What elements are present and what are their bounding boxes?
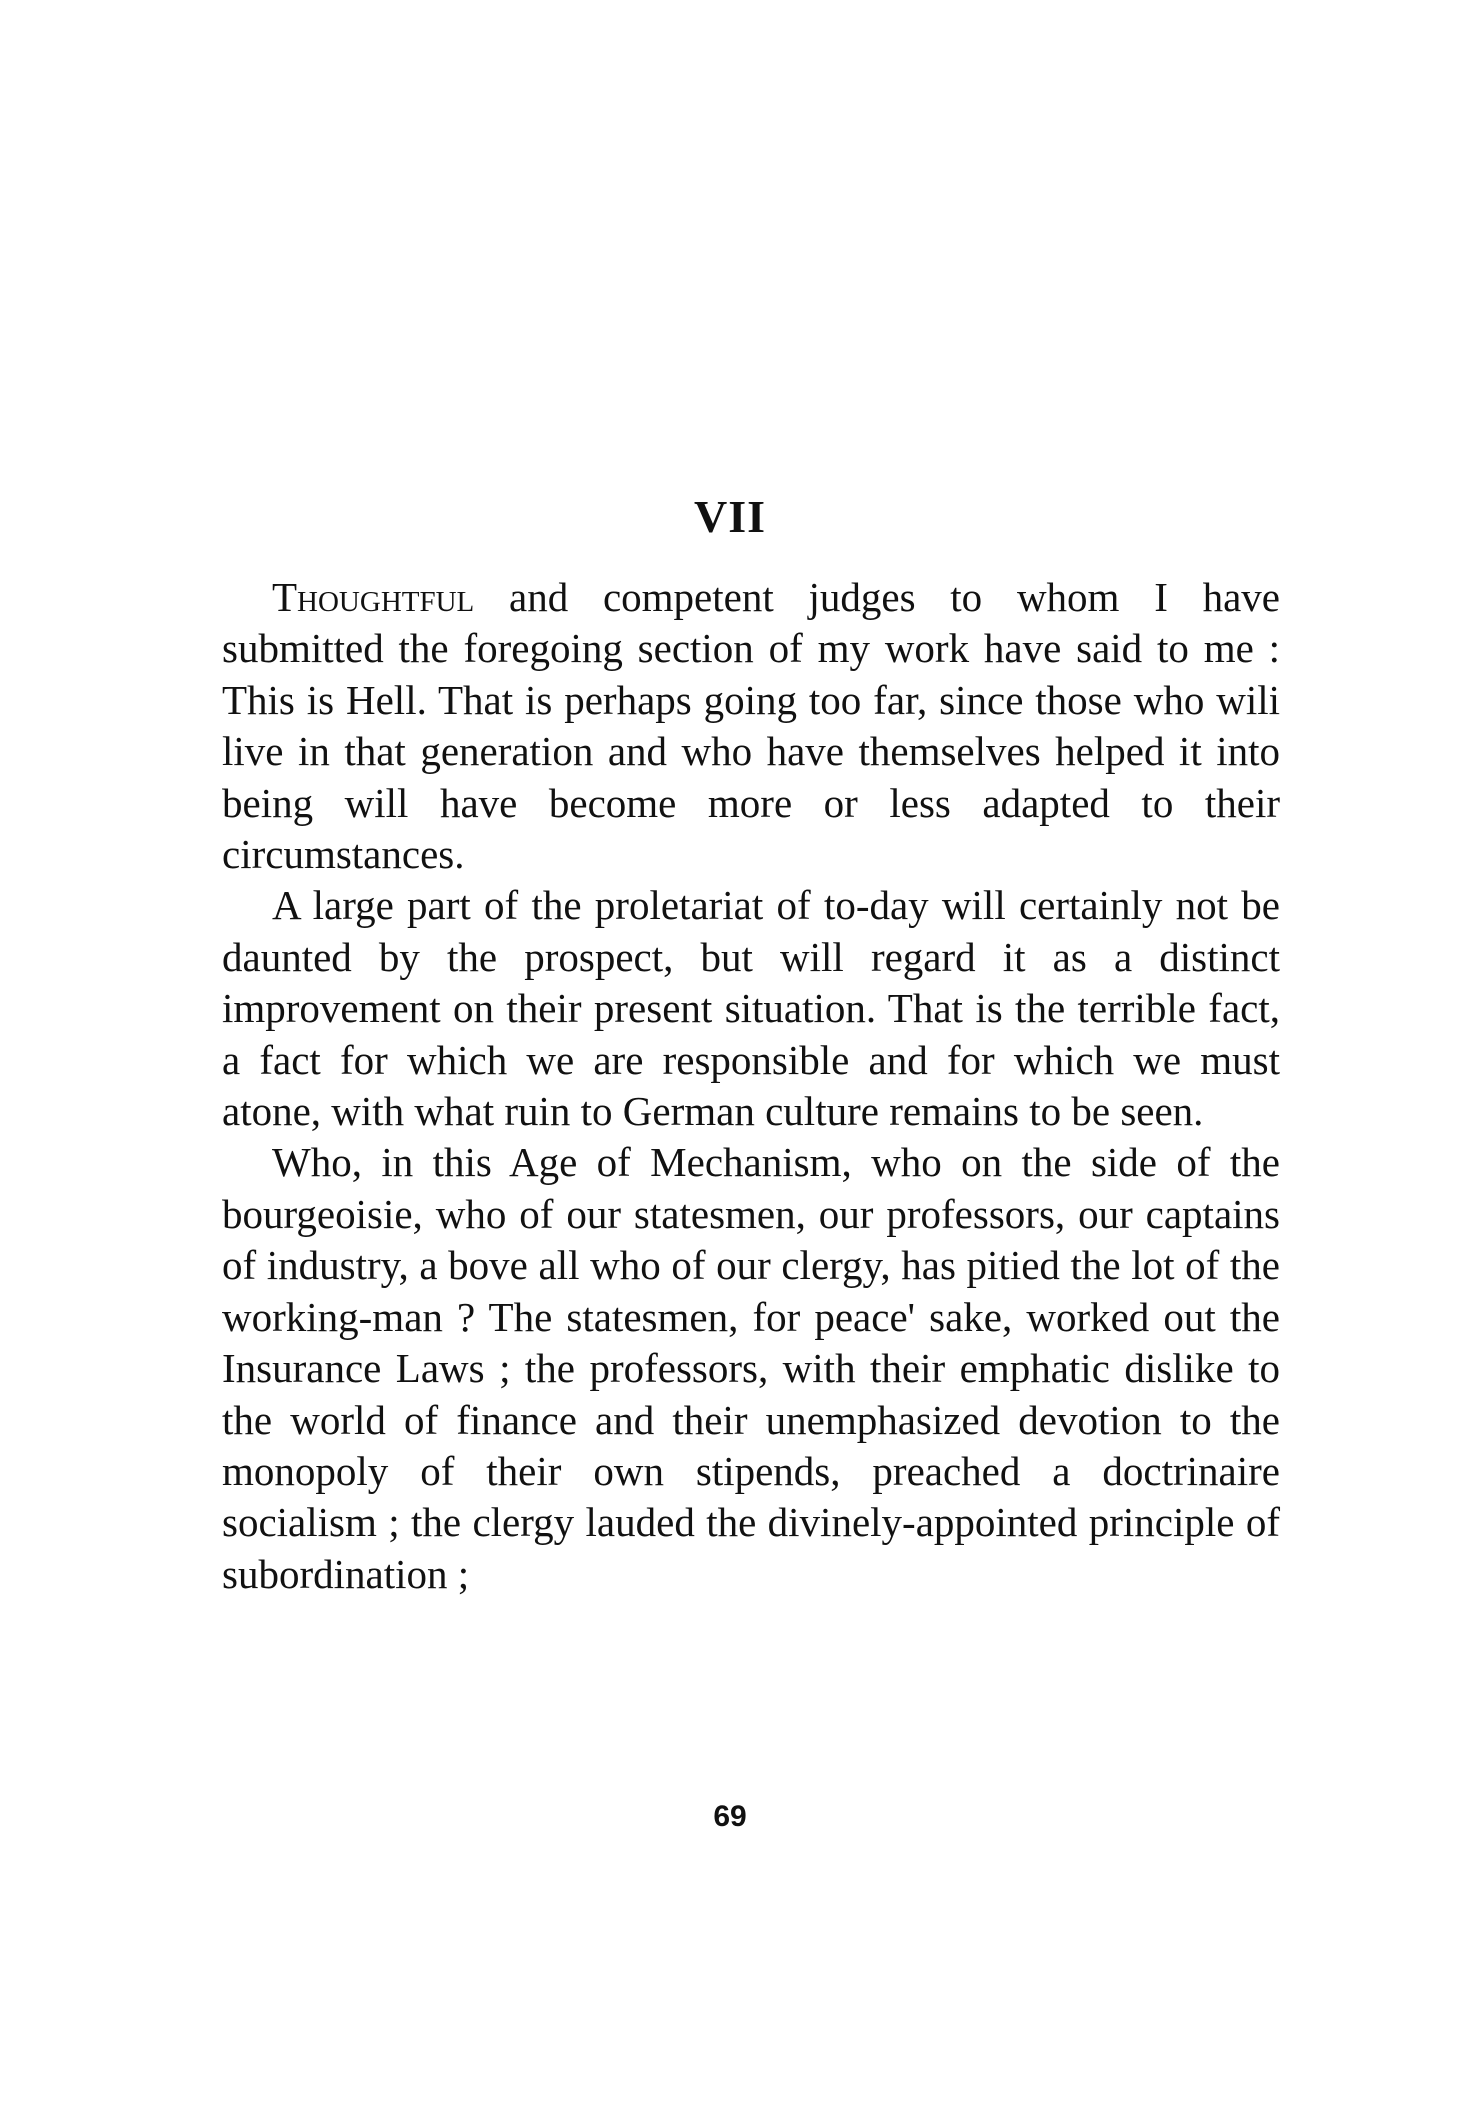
paragraph-text: A large part of the proletariat of to-day will certainly not be daunted by the prospect, but will regard it as a distinct improvement on their present situation. That is the terrible fact, a fact for which we are responsible and for which we must atone, with what ruin to German culture remains to be seen. xyxy=(222,882,1280,1135)
paragraph-text: Who, in this Age of Mechanism, who on the side of the bourgeoisie, who of our statesmen, our professors, our captains of industry, a bove all who of our clergy, has pitied the lot of the working-man ? The statesmen, for peace' sake, worked out the Insurance Laws ; the professors, with their emphatic dislike to the world of finance and their unemphasized devotion to the monopoly of their own stipends, preached a doctrinaire socialism ; the clergy lauded the divinely-appointed principle of subordination ; xyxy=(222,1139,1280,1597)
chapter-heading: VII xyxy=(693,491,767,542)
paragraph-2 xyxy=(222,880,1280,1137)
page-number: 69 xyxy=(713,1800,747,1833)
paragraph-lead-word: Thoughtful xyxy=(272,574,475,620)
paragraph-text: and competent judges to whom I have submitted the foregoing section of my work have said to me : This is Hell. That is perhaps going too far, since those who wili live in that generation and who have themselves helped it into being will have become more or less adapted to their circumstances. xyxy=(222,574,1280,878)
paragraph-1 xyxy=(222,572,1280,880)
body-text xyxy=(222,572,1280,1600)
paragraph-3 xyxy=(222,1137,1280,1600)
